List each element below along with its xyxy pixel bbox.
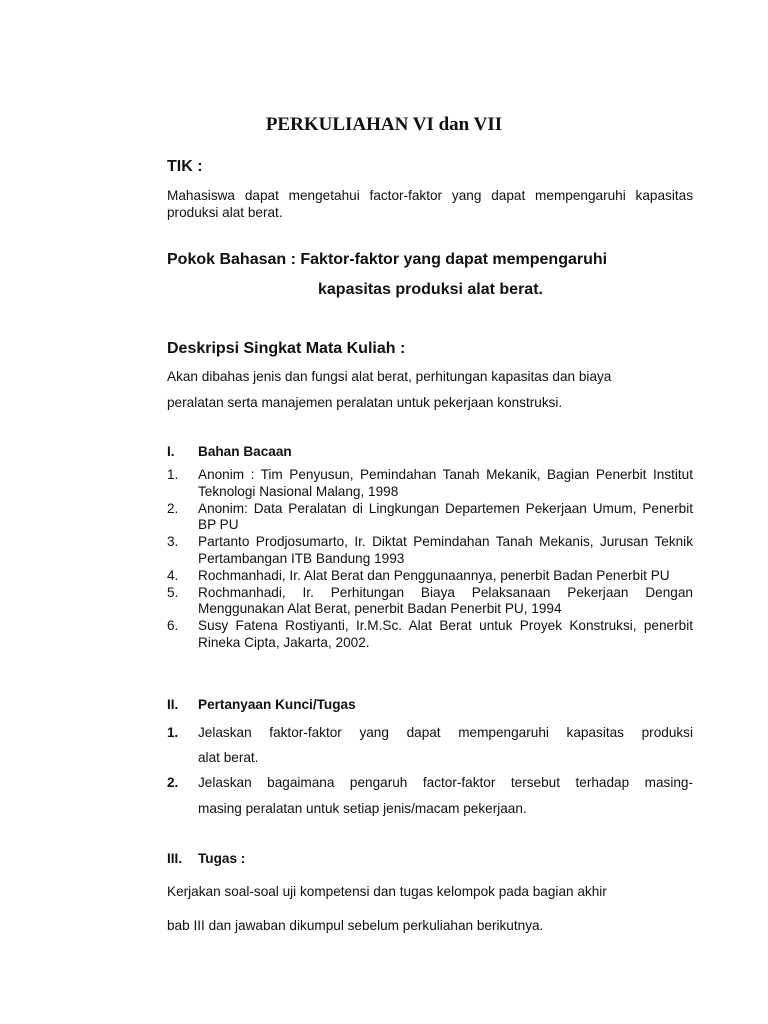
list-item-number: 4.: [167, 567, 179, 583]
deskripsi-line2: peralatan serta manajemen peralatan untuk pekerjaan konstruksi.: [167, 395, 563, 410]
question2-line1: Jelaskan bagaimana pengaruh factor-faktor tersebut terhadap masing-: [198, 775, 693, 790]
section3-number: III.: [167, 851, 183, 866]
list-item-text: Anonim : Tim Penyusun, Pemindahan Tanah Mekanik, Bagian Penerbit Institut Teknologi Nasional Malang, 1998: [198, 467, 693, 499]
pokok-bahasan-line1: Pokok Bahasan : Faktor-faktor yang dapat mempengaruhi: [167, 251, 608, 268]
list-item: [167, 568, 693, 585]
tik-text: Mahasiswa dapat mengetahui factor-faktor yang dapat mempengaruhi kapasitas produksi alat berat.: [167, 188, 693, 220]
question2-line2: masing peralatan untuk setiap jenis/macam pekerjaan.: [198, 801, 527, 816]
pokok-bahasan-line2: kapasitas produksi alat berat.: [318, 281, 543, 298]
list-item-number: 5.: [167, 584, 179, 600]
list-item-number: 6.: [167, 618, 179, 634]
list-item: [167, 467, 693, 501]
section2-title: Pertanyaan Kunci/Tugas: [198, 697, 356, 712]
list-item-text: Susy Fatena Rostiyanti, Ir.M.Sc. Alat Berat untuk Proyek Konstruksi, penerbit Rineka Cipta, Jakarta, 2002.: [198, 618, 693, 650]
reference-list: [167, 467, 693, 652]
section2-number: II.: [167, 697, 179, 712]
list-item-number: 2.: [167, 500, 179, 516]
question1-number: 1.: [167, 725, 179, 740]
tugas-line2: bab III dan jawaban dikumpul sebelum perkuliahan berikutnya.: [167, 918, 544, 933]
list-item-text: Anonim: Data Peralatan di Lingkungan Departemen Pekerjaan Umum, Penerbit BP PU: [198, 500, 693, 533]
list-item: [167, 501, 693, 535]
tugas-line1: Kerjakan soal-soal uji kompetensi dan tugas kelompok pada bagian akhir: [167, 884, 607, 899]
list-item-text: Rochmanhadi, Ir. Perhitungan Biaya Pelaksanaan Pekerjaan Dengan Menggunakan Alat Berat, penerbit Badan Penerbit PU, 1994: [198, 584, 693, 617]
section1-title: Bahan Bacaan: [198, 444, 292, 459]
list-item: [167, 534, 693, 568]
page-title: PERKULIAHAN VI dan VII: [265, 114, 503, 135]
question2-number: 2.: [167, 775, 179, 790]
list-item-number: 3.: [167, 534, 179, 550]
list-item-text: Partanto Prodjosumarto, Ir. Diktat Pemindahan Tanah Mekanis, Jurusan Teknik Pertambangan ITB Bandung 1993: [198, 534, 693, 566]
tik-heading: TIK :: [167, 158, 203, 175]
list-item-text: Rochmanhadi, Ir. Alat Berat dan Penggunaannya, penerbit Badan Penerbit PU: [198, 567, 670, 583]
deskripsi-heading: Deskripsi Singkat Mata Kuliah :: [167, 340, 406, 357]
section3-title: Tugas :: [198, 851, 246, 866]
deskripsi-line1: Akan dibahas jenis dan fungsi alat berat, perhitungan kapasitas dan biaya: [167, 369, 612, 384]
list-item-number: 1.: [167, 467, 179, 482]
list-item: [167, 618, 693, 652]
question1-line2: alat berat.: [198, 750, 259, 765]
section1-number: I.: [167, 444, 175, 459]
question1-line1: Jelaskan faktor-faktor yang dapat mempengaruhi kapasitas produksi: [198, 725, 693, 740]
list-item: [167, 585, 693, 619]
